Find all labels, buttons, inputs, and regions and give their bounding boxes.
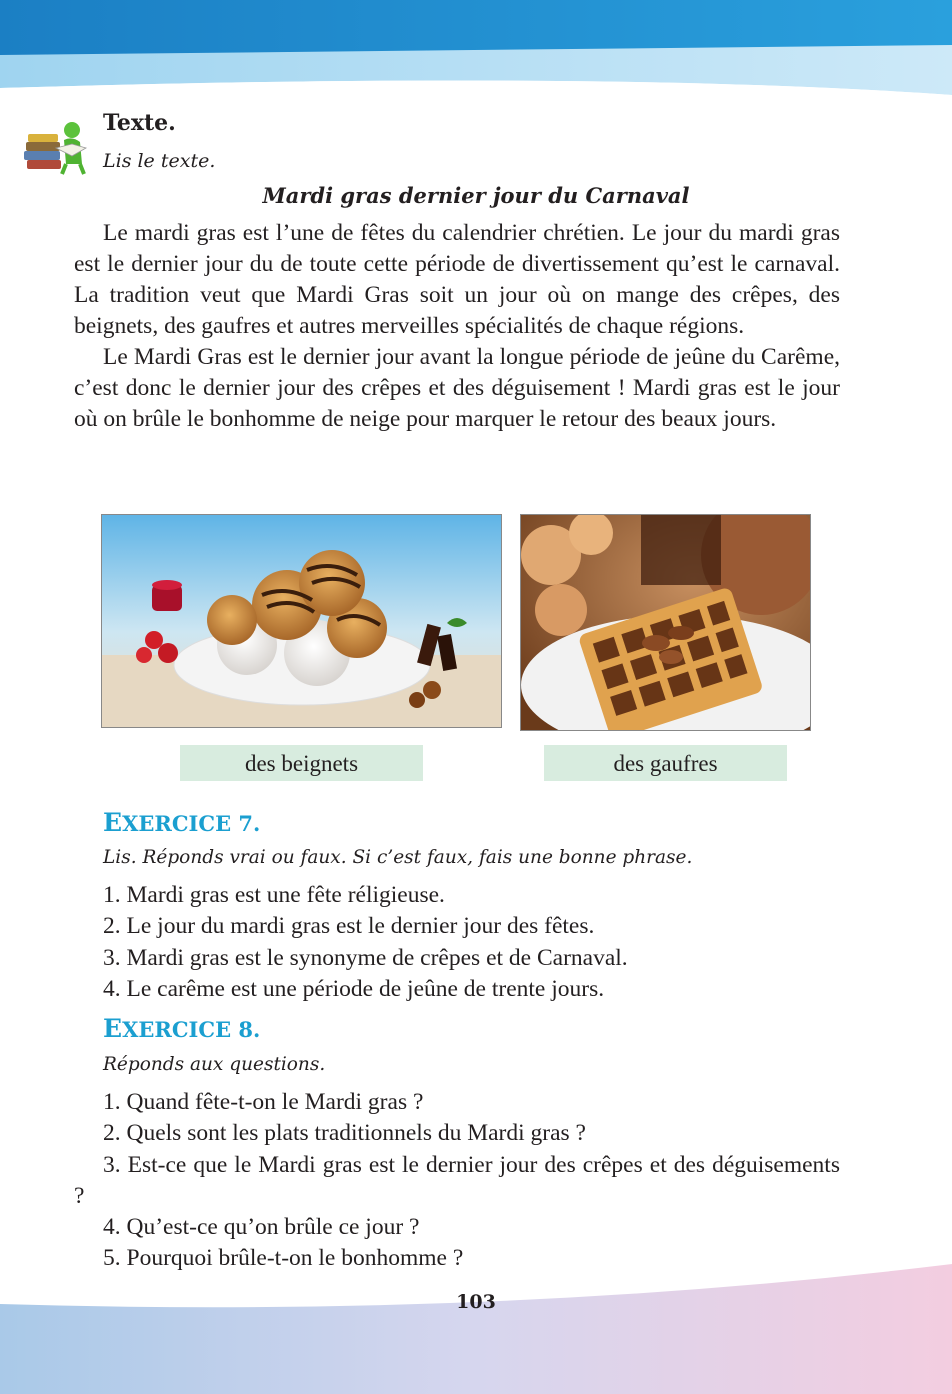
exercise-8-list	[74, 1087, 840, 1275]
exercise-8-instruction: Réponds aux questions.	[103, 1054, 326, 1075]
beignets-caption: des beignets	[180, 745, 423, 781]
list-item: 3. Mardi gras est le synonyme de crêpes et de Carnaval.	[103, 944, 628, 971]
section-title: Texte.	[103, 110, 176, 136]
list-item: 1. Quand fête-t-on le Mardi gras ?	[103, 1089, 424, 1115]
exercise-7-list	[74, 880, 840, 1005]
reading-text	[74, 218, 840, 435]
list-item: 3. Est-ce que le Mardi gras est le dernier jour des crêpes et des déguisements ?	[74, 1151, 840, 1209]
section-instruction: Lis le texte.	[103, 150, 216, 172]
list-item: 1. Mardi gras est une fête réligieuse.	[103, 882, 445, 908]
list-item: 4. Le carême est une période de jeûne de trente jours.	[103, 975, 605, 1002]
page-number: 103	[456, 1291, 496, 1313]
exercise-8-title-initial: E	[103, 1014, 123, 1043]
exercise-7-title	[103, 808, 260, 837]
reading-books-icon	[22, 118, 90, 176]
bottom-decorative-band	[0, 1264, 952, 1394]
exercise-8-title-rest: XERCICE 8.	[122, 1017, 261, 1042]
beignets-photo	[101, 514, 502, 728]
paragraph: Le Mardi Gras est le dernier jour avant la longue période de jeûne du Carême, c’est donc le dernier jour des crêpes et des déguisement ! Mardi gras est le jour où on brûle le bonhomme de neige pour marquer le retour des beaux jours.	[74, 344, 840, 432]
exercise-7-instruction: Lis. Réponds vrai ou faux. Si c’est faux, fais une bonne phrase.	[103, 847, 693, 868]
exercise-7-title-initial: E	[103, 808, 123, 837]
reading-title: Mardi gras dernier jour du Carnaval	[262, 183, 690, 208]
paragraph: Le mardi gras est l’une de fêtes du calendrier chrétien. Le jour du mardi gras est le dernier jour du de toute cette période de divertissement qu’est le carnaval. La tradition veut que Mardi Gras soit un jour où on mange des crêpes, des beignets, des gaufres et autres merveilles spécialités de chaque régions.	[74, 220, 840, 339]
list-item: 2. Le jour du mardi gras est le dernier jour des fêtes.	[103, 913, 595, 940]
exercise-7-title-rest: XERCICE 7.	[122, 811, 261, 836]
top-decorative-band	[0, 0, 952, 100]
list-item: 4. Qu’est-ce qu’on brûle ce jour ?	[103, 1214, 420, 1241]
gaufres-caption: des gaufres	[544, 745, 787, 781]
gaufres-photo	[520, 514, 811, 731]
list-item: 5. Pourquoi brûle-t-on le bonhomme ?	[103, 1245, 464, 1272]
exercise-8-title	[103, 1014, 260, 1043]
list-item: 2. Quels sont les plats traditionnels du Mardi gras ?	[103, 1120, 586, 1147]
